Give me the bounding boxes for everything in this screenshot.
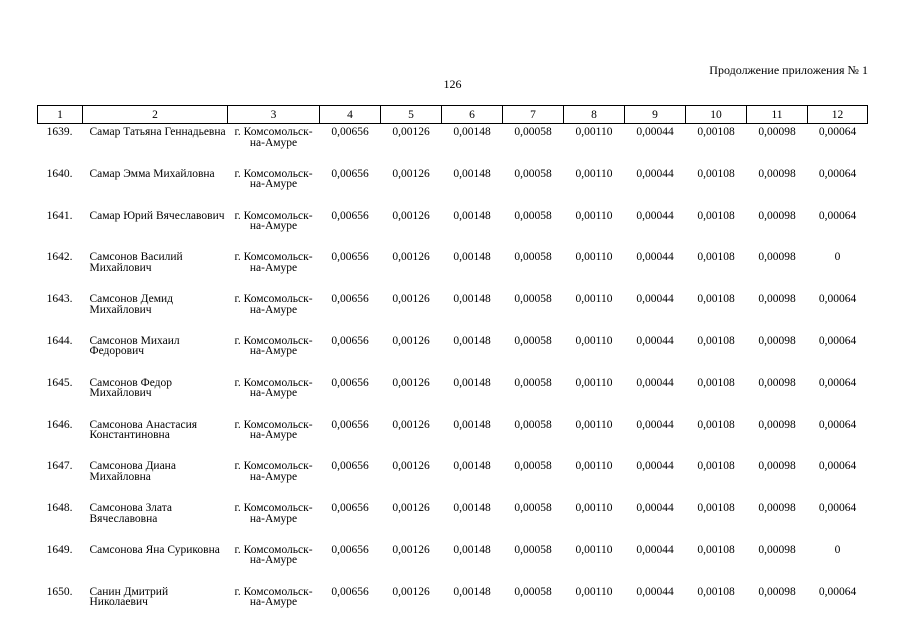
table-row [38, 166, 868, 208]
value-cell: 0,00064 [818, 460, 857, 473]
value-cell: 0,00656 [331, 376, 369, 389]
person-name: Самар Эмма Михайловна [89, 167, 215, 180]
column-header: 2 [83, 106, 228, 124]
row-number: 1641. [46, 209, 73, 222]
value-cell: 0,00108 [697, 167, 735, 180]
table-row [38, 291, 868, 333]
value-cell: 0,00110 [575, 376, 613, 389]
value-cell: 0,00044 [636, 460, 674, 473]
city-name: г. Комсомольск-на-Амуре [234, 460, 313, 483]
value-cell: 0,00098 [758, 543, 796, 556]
row-number: 1645. [46, 376, 73, 389]
value-cell: 0,00148 [453, 293, 491, 306]
value-cell: 0,00098 [758, 293, 796, 306]
value-cell: 0,00656 [331, 251, 369, 264]
table-row [38, 542, 868, 584]
table-row [38, 249, 868, 291]
value-cell: 0,00108 [697, 334, 735, 347]
value-cell: 0,00044 [636, 585, 674, 598]
value-cell: 0,00108 [697, 502, 735, 515]
value-cell: 0,00058 [514, 126, 552, 138]
appendix-note: Продолжение приложения № 1 [709, 63, 868, 77]
row-number: 1644. [46, 334, 73, 347]
value-cell: 0,00110 [575, 460, 613, 473]
value-cell: 0,00656 [331, 502, 369, 515]
page-number: 126 [443, 77, 462, 91]
person-name: Самсонов Федор Михайлович [89, 376, 173, 400]
column-header: 3 [228, 106, 320, 124]
value-cell: 0,00064 [818, 376, 857, 389]
value-cell: 0,00148 [453, 126, 491, 138]
value-cell: 0,00108 [697, 460, 735, 473]
column-header-row [38, 106, 868, 124]
value-cell: 0,00058 [514, 251, 552, 264]
value-cell: 0,00044 [636, 167, 674, 180]
person-name: Самсонова Яна Суриковна [89, 543, 220, 556]
value-cell: 0,00110 [575, 293, 613, 306]
value-cell: 0,00148 [453, 209, 491, 222]
value-cell: 0,00126 [392, 543, 430, 556]
value-cell: 0,00098 [758, 460, 796, 473]
value-cell: 0,00656 [331, 209, 369, 222]
column-header: 12 [808, 106, 868, 124]
value-cell: 0,00126 [392, 585, 430, 598]
value-cell: 0,00058 [514, 209, 552, 222]
person-name: Самар Юрий Вячеславович [89, 209, 225, 222]
value-cell: 0,00110 [575, 502, 613, 515]
value-cell: 0,00126 [392, 418, 430, 431]
value-cell: 0,00098 [758, 376, 796, 389]
value-cell: 0,00126 [392, 293, 430, 306]
value-cell: 0,00148 [453, 334, 491, 347]
value-cell: 0,00126 [392, 334, 430, 347]
value-cell: 0,00064 [818, 502, 857, 515]
table-row [38, 375, 868, 417]
value-cell: 0,00110 [575, 543, 613, 556]
row-number: 1648. [46, 502, 73, 515]
value-cell: 0,00148 [453, 418, 491, 431]
value-cell: 0,00148 [453, 460, 491, 473]
value-cell: 0,00110 [575, 167, 613, 180]
value-cell: 0,00656 [331, 167, 369, 180]
value-cell: 0,00108 [697, 376, 735, 389]
value-cell: 0,00058 [514, 543, 552, 556]
city-name: г. Комсомольск-на-Амуре [234, 167, 313, 191]
value-cell: 0,00058 [514, 334, 552, 347]
value-cell: 0,00058 [514, 376, 552, 389]
value-cell: 0,00058 [514, 585, 552, 598]
value-cell: 0,00108 [697, 293, 735, 306]
value-cell: 0,00656 [331, 460, 369, 473]
value-cell: 0,00126 [392, 209, 430, 222]
value-cell: 0,00148 [453, 251, 491, 264]
value-cell: 0,00064 [818, 167, 857, 180]
table-row [38, 333, 868, 375]
value-cell: 0,00044 [636, 334, 674, 347]
value-cell: 0,00108 [697, 126, 735, 138]
person-name: Самар Татьяна Геннадьевна [89, 126, 226, 138]
city-name: г. Комсомольск-на-Амуре [234, 126, 313, 149]
value-cell: 0,00064 [818, 418, 857, 431]
value-cell: 0,00098 [758, 418, 796, 431]
table-row [38, 584, 868, 626]
city-name: г. Комсомольск-на-Амуре [234, 418, 313, 442]
table-row [38, 417, 868, 459]
table-row [38, 208, 868, 250]
value-cell: 0,00098 [758, 502, 796, 515]
value-cell: 0,00148 [453, 585, 491, 598]
value-cell: 0,00064 [818, 126, 857, 138]
person-name: Самсонова Злата Вячеславовна [89, 502, 172, 525]
row-number: 1646. [46, 418, 73, 431]
value-cell: 0,00064 [818, 293, 857, 306]
value-cell: 0,00108 [697, 251, 735, 264]
column-header: 10 [686, 106, 747, 124]
value-cell: 0,00126 [392, 167, 430, 180]
value-cell: 0,00126 [392, 126, 430, 138]
value-cell: 0,00064 [818, 209, 857, 222]
value-cell: 0,00110 [575, 209, 613, 222]
value-cell: 0,00656 [331, 334, 369, 347]
value-cell: 0,00044 [636, 126, 674, 138]
value-cell: 0,00058 [514, 167, 552, 180]
value-cell: 0,00098 [758, 126, 796, 138]
person-name: Самсонова Анастасия Константиновна [89, 418, 198, 442]
value-cell: 0,00148 [453, 543, 491, 556]
value-cell: 0,00110 [575, 251, 613, 264]
value-cell: 0,00098 [758, 209, 796, 222]
value-cell: 0,00058 [514, 293, 552, 306]
value-cell: 0,00044 [636, 502, 674, 515]
row-number: 1640. [46, 167, 73, 180]
value-cell: 0,00044 [636, 418, 674, 431]
value-cell: 0,00110 [575, 585, 613, 598]
value-cell: 0,00098 [758, 167, 796, 180]
column-header: 4 [320, 106, 381, 124]
column-header: 8 [564, 106, 625, 124]
table-body [38, 124, 868, 626]
city-name: г. Комсомольск-на-Амуре [234, 209, 313, 233]
table-row [38, 500, 868, 542]
value-cell: 0,00110 [575, 126, 613, 138]
value-cell: 0,00044 [636, 293, 674, 306]
value-cell: 0,00110 [575, 334, 613, 347]
value-cell: 0,00058 [514, 502, 552, 515]
row-number: 1639. [46, 126, 73, 138]
value-cell: 0,00058 [514, 460, 552, 473]
value-cell: 0,00064 [818, 334, 857, 347]
value-cell: 0,00656 [331, 585, 369, 598]
column-header: 7 [503, 106, 564, 124]
column-header: 5 [381, 106, 442, 124]
city-name: г. Комсомольск-на-Амуре [234, 585, 313, 609]
person-name: Самсонов Василий Михайлович [89, 251, 183, 274]
city-name: г. Комсомольск-на-Амуре [234, 334, 313, 358]
value-cell: 0 [834, 543, 841, 556]
table-row [38, 458, 868, 500]
value-cell: 0,00656 [331, 418, 369, 431]
row-number: 1649. [46, 543, 73, 556]
table-row [38, 124, 868, 166]
value-cell: 0,00064 [818, 585, 857, 598]
value-cell: 0,00656 [331, 293, 369, 306]
value-cell: 0,00044 [636, 543, 674, 556]
column-header: 9 [625, 106, 686, 124]
city-name: г. Комсомольск-на-Амуре [234, 376, 313, 400]
city-name: г. Комсомольск-на-Амуре [234, 502, 313, 525]
value-cell: 0,00148 [453, 502, 491, 515]
value-cell: 0,00148 [453, 167, 491, 180]
column-header: 11 [747, 106, 808, 124]
value-cell: 0,00108 [697, 543, 735, 556]
value-cell: 0,00044 [636, 376, 674, 389]
data-table [37, 105, 868, 626]
value-cell: 0,00044 [636, 209, 674, 222]
person-name: Санин Дмитрий Николаевич [89, 585, 169, 609]
value-cell: 0 [834, 251, 841, 264]
value-cell: 0,00098 [758, 585, 796, 598]
value-cell: 0,00044 [636, 251, 674, 264]
value-cell: 0,00108 [697, 209, 735, 222]
row-number: 1650. [46, 585, 73, 598]
value-cell: 0,00098 [758, 251, 796, 264]
person-name: Самсонова Диана Михайловна [89, 460, 176, 483]
person-name: Самсонов Михаил Федорович [89, 334, 180, 358]
value-cell: 0,00126 [392, 460, 430, 473]
column-header: 6 [442, 106, 503, 124]
city-name: г. Комсомольск-на-Амуре [234, 251, 313, 274]
person-name: Самсонов Демид Михайлович [89, 293, 173, 316]
value-cell: 0,00058 [514, 418, 552, 431]
city-name: г. Комсомольск-на-Амуре [234, 293, 313, 316]
value-cell: 0,00148 [453, 376, 491, 389]
value-cell: 0,00656 [331, 126, 369, 138]
value-cell: 0,00108 [697, 418, 735, 431]
value-cell: 0,00108 [697, 585, 735, 598]
value-cell: 0,00126 [392, 251, 430, 264]
row-number: 1647. [46, 460, 73, 473]
value-cell: 0,00126 [392, 502, 430, 515]
value-cell: 0,00098 [758, 334, 796, 347]
value-cell: 0,00126 [392, 376, 430, 389]
value-cell: 0,00110 [575, 418, 613, 431]
value-cell: 0,00656 [331, 543, 369, 556]
column-header: 1 [38, 106, 83, 124]
city-name: г. Комсомольск-на-Амуре [234, 543, 313, 567]
row-number: 1642. [46, 251, 73, 264]
row-number: 1643. [46, 293, 73, 306]
